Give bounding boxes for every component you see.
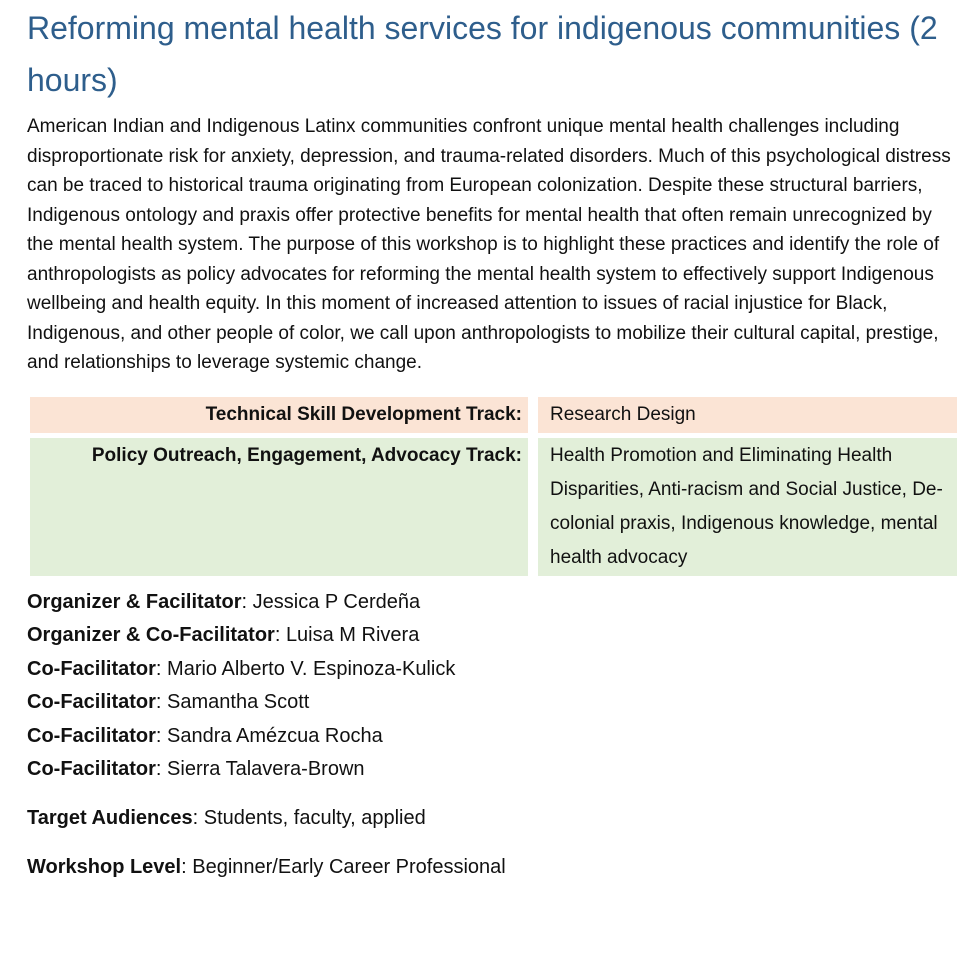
- workshop-level-label: Workshop Level: [27, 856, 182, 878]
- facilitator-role-label: Co-Facilitator: [27, 691, 156, 713]
- target-audiences-value: Students, faculty, applied: [203, 806, 426, 829]
- workshop-level-line: [27, 851, 957, 885]
- facilitator-role-label: Organizer & Co-Facilitator: [27, 624, 275, 646]
- label-separator: :: [155, 657, 168, 680]
- facilitator-name: Sandra Amézcua Rocha: [167, 724, 383, 747]
- facilitator-line: [27, 619, 957, 653]
- facilitator-name: Samantha Scott: [167, 691, 310, 713]
- technical-track-label-cell: Technical Skill Development Track:: [30, 397, 528, 433]
- facilitator-role-label: Co-Facilitator: [27, 724, 156, 747]
- facilitator-line: [27, 653, 957, 687]
- policy-track-value-cell: Health Promotion and Eliminating Health Disparities, Anti-racism and Social Justice, De-colonial praxis, Indigenous knowledge, mental health advocacy: [538, 438, 957, 576]
- label-separator: :: [155, 724, 168, 747]
- tracks-table: [30, 397, 957, 576]
- facilitator-name: Luisa M Rivera: [285, 624, 420, 646]
- facilitator-line: [27, 686, 957, 720]
- facilitator-list: [27, 586, 957, 787]
- facilitator-role-label: Co-Facilitator: [27, 758, 156, 780]
- policy-track-label-cell: Policy Outreach, Engagement, Advocacy Track:: [30, 438, 528, 576]
- facilitator-name: Sierra Talavera-Brown: [167, 758, 365, 780]
- target-audiences-label: Target Audiences: [27, 806, 193, 829]
- label-separator: :: [181, 856, 193, 878]
- technical-track-value-cell: Research Design: [538, 397, 957, 433]
- workshop-level-value: Beginner/Early Career Professional: [192, 856, 506, 878]
- facilitator-line: [27, 720, 957, 754]
- facilitator-line: [27, 586, 957, 620]
- target-audiences-line: [27, 802, 957, 836]
- label-separator: :: [241, 590, 253, 613]
- page-title: Reforming mental health services for indigenous communities (2 hours): [27, 10, 938, 98]
- label-separator: :: [155, 691, 168, 713]
- label-separator: :: [192, 806, 204, 829]
- label-separator: :: [155, 758, 168, 780]
- label-separator: :: [274, 624, 286, 646]
- workshop-description: American Indian and Indigenous Latinx communities confront unique mental health challenges including disproportionate risk for anxiety, depression, and trauma-related disorders. Much of this psychological distress can be traced to historical trauma originating from European colonization. Despite these structural barriers, Indigenous ontology and praxis offer protective benefits for mental health that often remain unrecognized by the mental health system. The purpose of this workshop is to highlight these practices and identify the role of anthropologists as policy advocates for reforming the mental health system to effectively support Indigenous wellbeing and health equity. In this moment of increased attention to issues of racial injustice for Black, Indigenous, and other people of color, we call upon anthropologists to mobilize their cultural capital, prestige, and relationships to leverage systemic change.: [27, 116, 951, 373]
- facilitator-name: Jessica P Cerdeña: [252, 590, 421, 613]
- facilitator-line: [27, 753, 957, 787]
- facilitator-name: Mario Alberto V. Espinoza-Kulick: [167, 657, 456, 680]
- facilitator-role-label: Co-Facilitator: [27, 657, 156, 680]
- facilitator-role-label: Organizer & Facilitator: [27, 590, 242, 613]
